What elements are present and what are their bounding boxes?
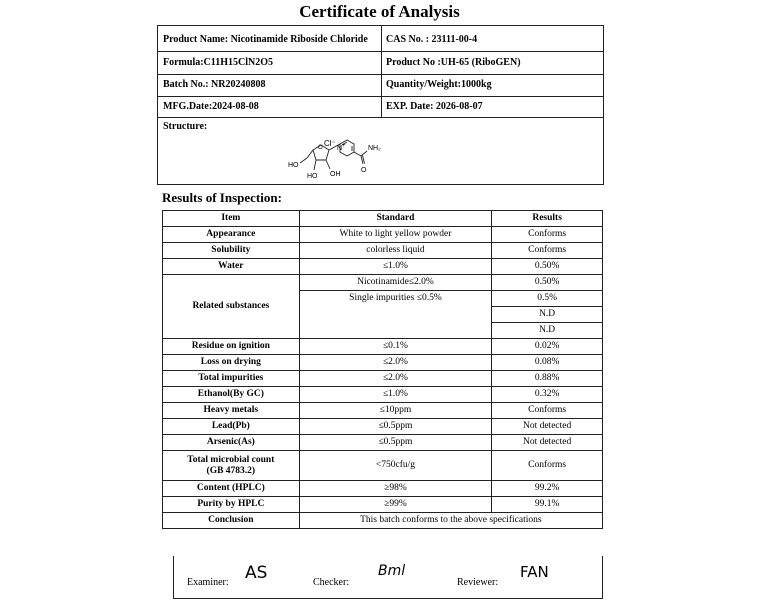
product-number: Product No :UH-65 (RiboGEN) [386, 57, 521, 68]
chemical-structure [285, 120, 395, 182]
examiner-signature: AS [245, 563, 268, 583]
row-item: Ethanol(By GC) [163, 387, 300, 403]
row-result: Conforms [492, 243, 603, 259]
reviewer-label: Reviewer: [457, 577, 499, 588]
row-result: Conforms [492, 227, 603, 243]
row-standard: colorless liquid [299, 243, 492, 259]
table-header-row [163, 211, 603, 227]
row-result: Conforms [492, 403, 603, 419]
row-standard: Single impurities ≤0.5% [299, 291, 492, 339]
checker-signature: Bml [378, 563, 406, 579]
table-row [163, 435, 603, 451]
examiner-label: Examiner: [187, 577, 229, 588]
row-result: 99.1% [492, 497, 603, 513]
table-row [163, 339, 603, 355]
header-item: Item [163, 211, 300, 227]
table-row [163, 259, 603, 275]
row-standard: ≥99% [299, 497, 492, 513]
table-row [163, 355, 603, 371]
row-result: 0.50% [492, 275, 603, 291]
row-result: 0.08% [492, 355, 603, 371]
row-item: Purity by HPLC [163, 497, 300, 513]
charge-label: + [342, 143, 346, 149]
row-result: 0.50% [492, 259, 603, 275]
row-result: 0.88% [492, 371, 603, 387]
exp-date: EXP. Date: 2026-08-07 [386, 101, 483, 112]
row-item: Total impurities [163, 371, 300, 387]
row-result: 0.32% [492, 387, 603, 403]
document-title: Certificate of Analysis [299, 2, 460, 21]
row-standard: ≤0.1% [299, 339, 492, 355]
hydroxyl-label: OH [330, 171, 341, 178]
table-row [163, 481, 603, 497]
header-results: Results [492, 211, 603, 227]
row-standard: ≤1.0% [299, 259, 492, 275]
ring-oxygen-label: O [318, 145, 323, 151]
row-result: Not detected [492, 435, 603, 451]
row-standard: ≤2.0% [299, 355, 492, 371]
table-row [163, 451, 603, 481]
row-item: Solubility [163, 243, 300, 259]
hydroxyl-label: HO [307, 173, 318, 180]
reviewer-signature: FAN [520, 563, 549, 581]
table-row [163, 513, 603, 529]
info-divider [157, 117, 604, 118]
row-standard: ≤0.5ppm [299, 435, 492, 451]
product-name: Product Name: Nicotinamide Riboside Chloride [163, 34, 368, 45]
chloride-label: Cl⁻ [324, 139, 336, 148]
checker-label: Checker: [313, 577, 350, 588]
info-column-divider [381, 25, 382, 117]
table-row [163, 227, 603, 243]
table-row [163, 243, 603, 259]
structure-label: Structure: [163, 121, 208, 132]
table-row [163, 419, 603, 435]
row-standard: White to light yellow powder [299, 227, 492, 243]
table-row [163, 497, 603, 513]
results-title: Results of Inspection: [162, 190, 282, 205]
row-standard: ≥98% [299, 481, 492, 497]
table-row [163, 371, 603, 387]
mfg-date: MFG.Date:2024-08-08 [163, 101, 259, 112]
row-standard: ≤1.0% [299, 387, 492, 403]
microbial-item-line2: (GB 4783.2) [206, 465, 256, 476]
header-standard: Standard [299, 211, 492, 227]
amine-label: NH₂ [368, 145, 381, 152]
results-table [162, 210, 603, 529]
row-standard: ≤0.5ppm [299, 419, 492, 435]
table-row [163, 403, 603, 419]
row-result: 0.5% [492, 291, 603, 307]
row-standard: <750cfu/g [299, 451, 492, 481]
row-item: Appearance [163, 227, 300, 243]
row-item: Arsenic(As) [163, 435, 300, 451]
conclusion-text: This batch conforms to the above specifications [299, 513, 602, 529]
row-result: 0.02% [492, 339, 603, 355]
row-standard: Nicotinamide≤2.0% [299, 275, 492, 291]
row-item: Residue on ignition [163, 339, 300, 355]
quantity: Quantity/Weight:1000kg [386, 79, 492, 90]
row-item: Related substances [163, 275, 300, 339]
row-item: Loss on drying [163, 355, 300, 371]
row-result: Conforms [492, 451, 603, 481]
row-item [163, 451, 300, 481]
cas-number: CAS No. : 23111-00-4 [386, 34, 478, 45]
conclusion-label: Conclusion [163, 513, 300, 529]
row-result: Not detected [492, 419, 603, 435]
row-result: N.D [492, 307, 603, 323]
formula: Formula:C11H15ClN2O5 [163, 57, 273, 68]
row-result: 99.2% [492, 481, 603, 497]
hydroxyl-label: HO [288, 162, 299, 169]
row-result: N.D [492, 323, 603, 339]
amide-oxygen-label: O [361, 167, 367, 174]
row-item: Content (HPLC) [163, 481, 300, 497]
row-item: Water [163, 259, 300, 275]
nitrogen-label: N [337, 145, 343, 152]
row-item: Heavy metals [163, 403, 300, 419]
row-standard: ≤2.0% [299, 371, 492, 387]
row-standard: ≤10ppm [299, 403, 492, 419]
microbial-item-line1: Total microbial count [187, 454, 275, 465]
table-row [163, 387, 603, 403]
row-item: Lead(Pb) [163, 419, 300, 435]
table-row [163, 275, 603, 291]
batch-number: Batch No.: NR20240808 [163, 79, 266, 90]
